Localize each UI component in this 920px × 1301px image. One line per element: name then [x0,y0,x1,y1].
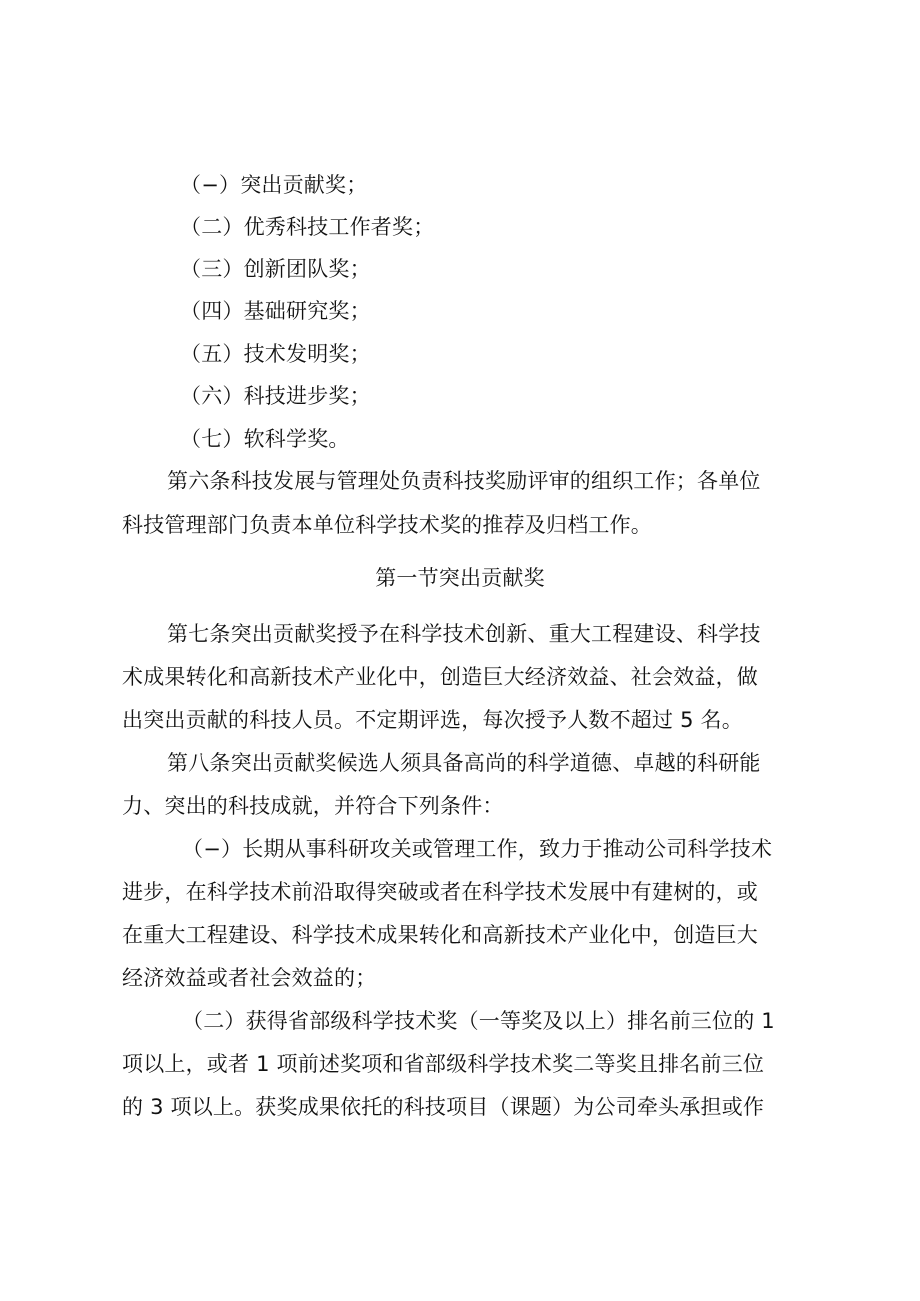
article7-line1: 第七条突出贡献奖授予在科学技术创新、重大工程建设、科学技 [167,622,761,646]
condition2-line3: 的 3 项以上。获奖成果依托的科技项目（课题）为公司牵头承担或作 [122,1095,765,1119]
condition1-line3: 在重大工程建设、科学技术成果转化和高新技术产业化中，创造巨大 [122,923,758,947]
condition2-line1: （二）获得省部级科学技术奖（一等奖及以上）排名前三位的 1 [182,1009,775,1033]
article8-line2: 力、突出的科技成就，并符合下列条件： [122,794,504,818]
condition1-line2: 进步，在科学技术前沿取得突破或者在科学技术发展中有建树的，或 [122,880,758,904]
article8-line1: 第八条突出贡献奖候选人须具备高尚的科学道德、卓越的科研能 [167,751,761,775]
award-list-item: （六）科技进步奖； [180,384,371,408]
article7-line3: 出突出贡献的科技人员。不定期评选，每次授予人数不超过 5 名。 [122,708,743,732]
condition1-line1: （−）长期从事科研攻关或管理工作，致力于推动公司科学技术 [182,837,773,861]
article6-line2: 科技管理部门负责本单位科学技术奖的推荐及归档工作。 [122,513,652,537]
condition2-line2: 项以上，或者 1 项前述奖项和省部级科学技术奖二等奖且排名前三位 [122,1052,765,1076]
condition1-line4: 经济效益或者社会效益的； [122,966,377,990]
section-title: 第一节突出贡献奖 [375,566,545,590]
award-list-item: （五）技术发明奖； [180,342,371,366]
award-list-item: （四）基础研究奖； [180,299,371,323]
award-list-item: （三）创新团队奖； [180,257,371,281]
award-list-item: （七）软科学奖。 [180,427,350,451]
article6-line1: 第六条科技发展与管理处负责科技奖励评审的组织工作；各单位 [167,469,761,493]
award-list-item: （二）优秀科技工作者奖； [180,215,435,239]
article7-line2: 术成果转化和高新技术产业化中，创造巨大经济效益、社会效益，做 [122,665,758,689]
award-list-item: （−）突出贡献奖； [180,173,368,197]
